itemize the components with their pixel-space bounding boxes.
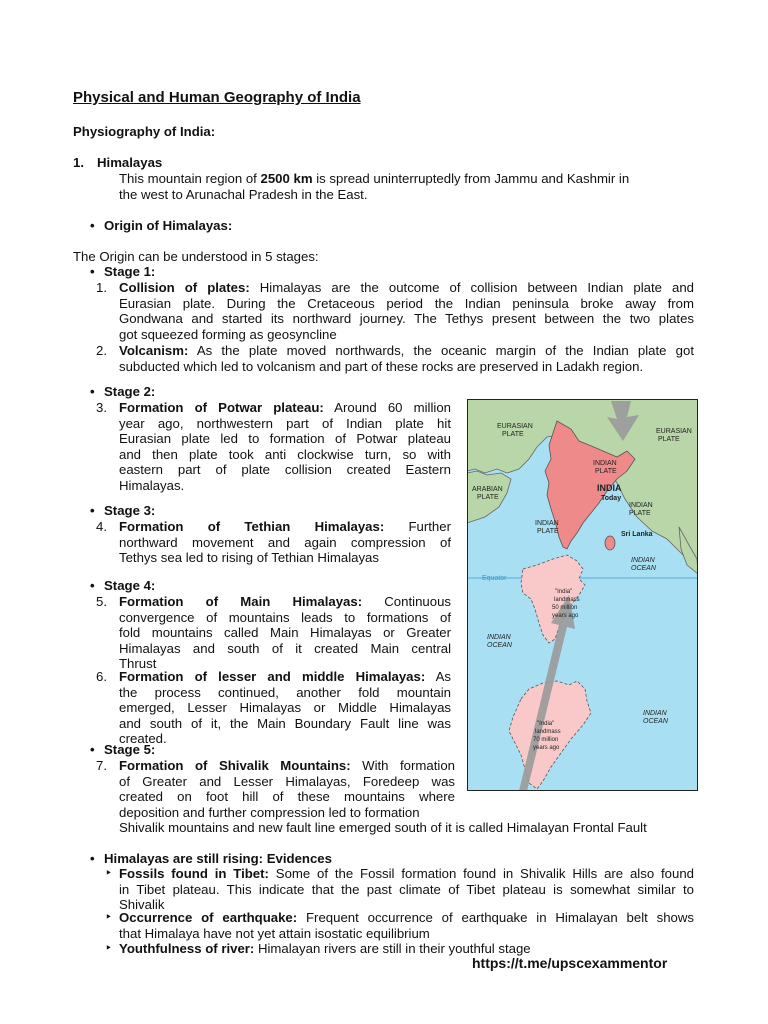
label-equator: Equator xyxy=(482,575,507,582)
stage2-label: • Stage 2: xyxy=(104,384,155,400)
label-70mya-3: 70 million xyxy=(533,737,559,743)
item5-number: 5. xyxy=(96,594,107,609)
label-sri-lanka: Sri Lanka xyxy=(621,531,653,538)
label-india: INDIA xyxy=(597,483,622,493)
label-50mya-3: 50 million xyxy=(552,605,578,611)
label-indian-ocean-1b: OCEAN xyxy=(631,565,656,572)
item7-number: 7. xyxy=(96,758,107,773)
label-indian-plate-right-2: PLATE xyxy=(629,510,651,517)
desc-bold: 2500 km xyxy=(260,171,313,186)
item3-line5: eastern part of plate collision created Eastern xyxy=(119,462,451,478)
item3-line6: Himalayas. xyxy=(119,477,185,493)
label-arabian-2: PLATE xyxy=(477,494,499,501)
item6-text xyxy=(119,669,451,747)
section-heading: Physiography of India: xyxy=(73,124,216,139)
item2-text xyxy=(119,343,694,374)
fossils-line1: Some of the Fossil formation found in Shivalik Hills are also found xyxy=(268,866,694,881)
item5-line2: convergence of mountains leads to formations of xyxy=(119,609,451,625)
label-indian-plate-right-1: INDIAN xyxy=(629,502,653,509)
earthquake-line1: Frequent occurrence of earthquake in Himalayan belt shows xyxy=(297,910,694,925)
item5-line5: Thrust xyxy=(119,656,157,672)
item3-text xyxy=(119,400,451,494)
item1-number: 1. xyxy=(96,280,107,295)
rivers-title: Youthfulness of river: xyxy=(119,941,255,956)
item2-number: 2. xyxy=(96,343,107,358)
himalayas-number: 1. xyxy=(73,155,84,170)
item3-number: 3. xyxy=(96,400,107,415)
item7-line2: of Greater and Lesser Himalayas, Foredeep was xyxy=(119,773,455,789)
item6-title: Formation of lesser and middle Himalayas: xyxy=(119,669,426,684)
label-50mya-1: "India" xyxy=(555,589,573,595)
item6-line3: emerged, Lesser Himalayas or Middle Himalayas xyxy=(119,700,451,716)
item2-line1: As the plate moved northwards, the oceanic margin of the Indian plate got xyxy=(188,343,694,358)
label-eurasian-left-1: EURASIAN xyxy=(497,423,533,430)
earthquake-title: Occurrence of earthquake: xyxy=(119,910,298,925)
item7-line4: deposition and further compression led to formation xyxy=(119,804,420,820)
label-indian-plate-left-1: INDIAN xyxy=(535,520,559,527)
label-today: Today xyxy=(601,495,622,502)
item1-line3: Gondwana and started its northward journey. The Tethys present between the two plates xyxy=(119,311,694,327)
fossils-line2: in Tibet plateau. This indicate that the past climate of Tibet plateau is somewhat similar to xyxy=(119,881,694,897)
item5-text xyxy=(119,594,451,672)
item6-line5: created. xyxy=(119,731,167,747)
stage5-label: • Stage 5: xyxy=(104,742,155,758)
desc-line1: is spread uninterruptedly from Jammu and Kashmir in xyxy=(312,171,630,186)
item4-line1: Further xyxy=(384,519,451,534)
page-title: Physical and Human Geography of India xyxy=(73,89,361,106)
desc-pre: This mountain region of xyxy=(119,171,261,186)
sri-lanka-shape xyxy=(605,536,615,550)
plate-movement-map xyxy=(467,399,698,791)
himalayas-heading: Himalayas xyxy=(97,155,163,170)
origin-heading: • Origin of Himalayas: xyxy=(104,218,232,234)
stage4-label: • Stage 4: xyxy=(104,578,155,594)
item2-title: Volcanism: xyxy=(119,343,189,358)
item6-line4: and south of it, the Main Boundary Fault line was xyxy=(119,715,451,731)
label-indian-ocean-2b: OCEAN xyxy=(487,642,512,649)
stage1-label: • Stage 1: xyxy=(104,264,155,280)
item6-number: 6. xyxy=(96,669,107,684)
label-70mya-2: landmass xyxy=(535,729,561,735)
label-indian-ocean-3a: INDIAN xyxy=(643,710,667,717)
desc-line2: the west to Arunachal Pradesh in the East. xyxy=(119,186,368,202)
label-50mya-2: landmass xyxy=(554,597,580,603)
label-eurasian-right-1: EURASIAN xyxy=(656,428,692,435)
item7-text xyxy=(119,758,455,820)
fossils-line3: Shivalik xyxy=(119,897,165,913)
label-indian-ocean-2a: INDIAN xyxy=(487,634,511,641)
item4-title: Formation of Tethian Himalayas: xyxy=(119,519,385,534)
item5-line4: Himalayas and south of it created Main central xyxy=(119,640,451,656)
item4-line2: northward movement and again compression of xyxy=(119,534,451,550)
item1-line4: got squeezed forming as geosyncline xyxy=(119,326,337,342)
item6-line1: As xyxy=(425,669,451,684)
label-eurasian-left-2: PLATE xyxy=(502,431,524,438)
rising-heading: • Himalayas are still rising: Evidences xyxy=(104,851,332,867)
item7-title: Formation of Shivalik Mountains: xyxy=(119,758,351,773)
label-arabian-1: ARABIAN xyxy=(472,486,503,493)
item1-line2: Eurasian plate. During the Cretaceous period the Indian peninsula broke away from xyxy=(119,295,694,311)
label-indian-ocean-3b: OCEAN xyxy=(643,718,668,725)
item1-line1: Himalayas are the outcome of collision between Indian plate and xyxy=(249,280,695,295)
item3-line4: and then plate took anti clockwise turn, so with xyxy=(119,446,451,462)
item5-title: Formation of Main Himalayas: xyxy=(119,594,363,609)
himalayas-description xyxy=(119,171,699,202)
earthquake-line2: that Himalaya have not yet attain isostatic equilibrium xyxy=(119,925,430,941)
rivers-line1: Himalayan rivers are still in their youthful stage xyxy=(254,941,531,956)
item5-line3: fold mountains called Main Himalayas or Greater xyxy=(119,625,451,641)
item4-line3: Tethys sea led to rising of Tethian Himalayas xyxy=(119,550,379,566)
item1-title: Collision of plates: xyxy=(119,280,250,295)
item7-line5: Shivalik mountains and new fault line emerged south of it is called Himalayan Frontal Fault xyxy=(119,820,647,835)
item6-line2: the process continued, another fold mountain xyxy=(119,684,451,700)
item3-line1: Around 60 million xyxy=(323,400,451,415)
evidence-earthquake xyxy=(119,910,694,941)
item3-line2: year ago, northwestern part of Indian plate hit xyxy=(119,415,451,431)
stage3-label: • Stage 3: xyxy=(104,503,155,519)
label-eurasian-right-2: PLATE xyxy=(658,436,680,443)
item7-line1: With formation xyxy=(350,758,455,773)
item5-line1: Continuous xyxy=(362,594,451,609)
item2-line2: subducted which led to volcanism and part of these rocks are preserved in Ladakh region. xyxy=(119,358,644,374)
item3-line3: Eurasian plate led to formation of Potwar plateau xyxy=(119,431,451,447)
label-50mya-4: years ago xyxy=(552,613,579,619)
telegram-link[interactable]: https://t.me/upscexammentor xyxy=(472,955,668,971)
origin-intro: The Origin can be understood in 5 stages: xyxy=(73,249,319,264)
label-70mya-1: "India" xyxy=(537,721,555,727)
label-indian-plate-top-2: PLATE xyxy=(595,468,617,475)
item3-title: Formation of Potwar plateau: xyxy=(119,400,324,415)
label-70mya-4: years ago xyxy=(533,745,560,751)
label-indian-ocean-1a: INDIAN xyxy=(631,557,655,564)
evidence-fossils xyxy=(119,866,694,913)
item7-line3: created on foot hill of these mountains where xyxy=(119,789,455,805)
fossils-title: Fossils found in Tibet: xyxy=(119,866,269,881)
item1-text xyxy=(119,280,694,342)
label-indian-plate-top-1: INDIAN xyxy=(593,460,617,467)
item4-text xyxy=(119,519,451,566)
item4-number: 4. xyxy=(96,519,107,534)
label-indian-plate-left-2: PLATE xyxy=(537,528,559,535)
